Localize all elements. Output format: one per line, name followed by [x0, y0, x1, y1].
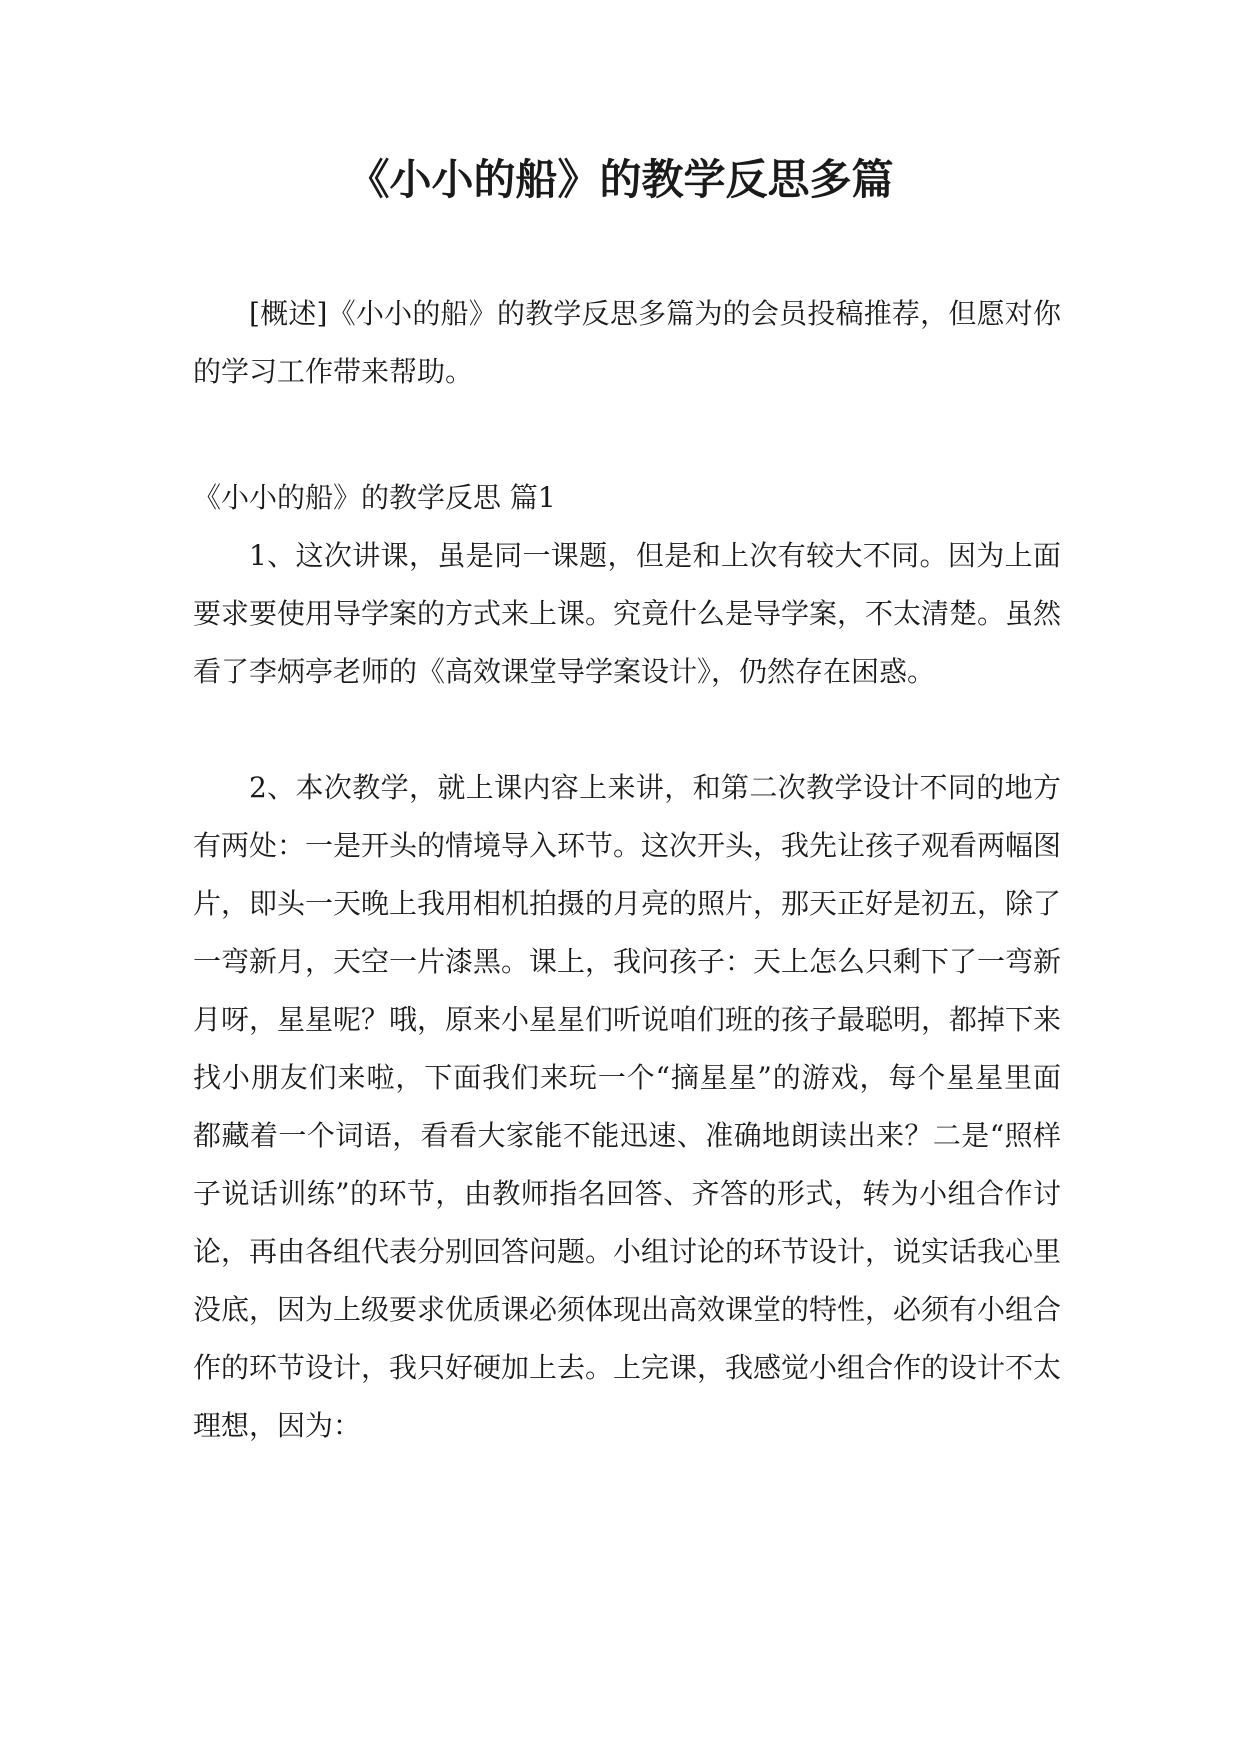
body-paragraph-1: 1、这次讲课，虽是同一课题，但是和上次有较大不同。因为上面要求要使用导学案的方式来上课。究竟什么是导学案，不太清楚。虽然看了李炳亭老师的《高效课堂导学案设计》，仍然存在困惑。 — [193, 539, 1062, 688]
section-heading: 《小小的船》的教学反思 篇1 — [193, 481, 556, 514]
summary-paragraph: [概述]《小小的船》的教学反思多篇为的会员投稿推荐，但愿对你的学习工作带来帮助。 — [193, 297, 1061, 388]
body-paragraph-2: 2、本次教学，就上课内容上来讲，和第二次教学设计不同的地方有两处：一是开头的情境导入环节。这次开头，我先让孩子观看两幅图片，即头一天晚上我用相机拍摄的月亮的照片，那天正好是初五，除了一弯新月，天空一片漆黑。课上，我问孩子：天上怎么只剩下了一弯新月呀，星星呢？哦，原来小星星们听说咱们班的孩子最聪明，都掉下来找小朋友们来啦，下面我们来玩一个“摘星星”的游戏，每个星星里面都藏着一个词语，看看大家能不能迅速、准确地朗读出来？二是“照样子说话训练”的环节，由教师指名回答、齐答的形式，转为小组合作讨论，再由各组代表分别回答问题。小组讨论的环节设计，说实话我心里没底，因为上级要求优质课必须体现出高效课堂的特性，必须有小组合作的环节设计，我只好硬加上去。上完课，我感觉小组合作的设计不太理想，因为： — [193, 771, 1062, 1442]
document-title: 《小小的船》的教学反思多篇 — [347, 155, 894, 204]
